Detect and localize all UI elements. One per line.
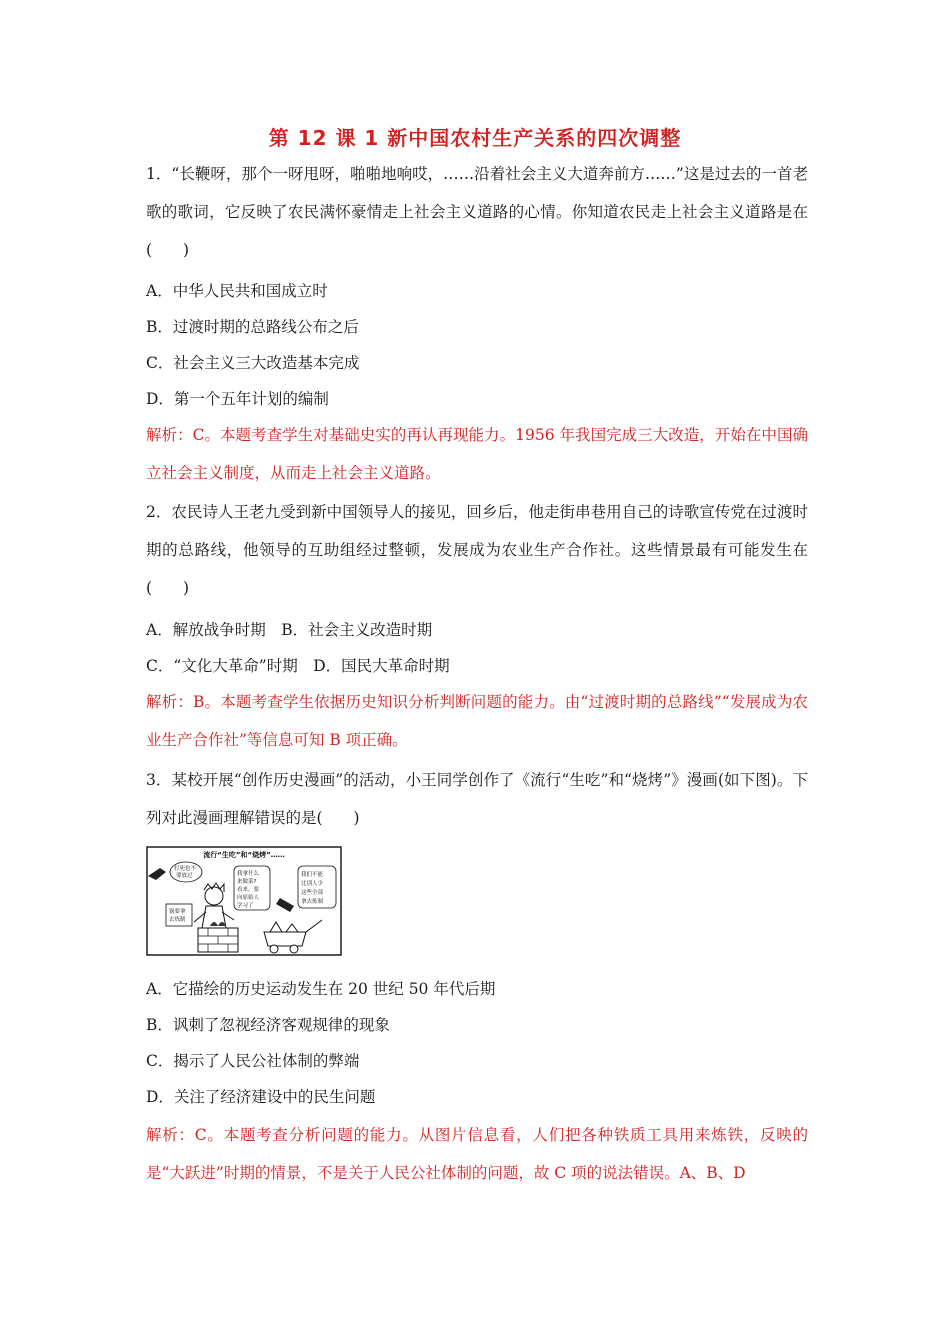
- question-1-option-a: A．中华人民共和国成立时: [146, 282, 328, 300]
- question-3-option-c: C．揭示了人民公社体制的弊端: [146, 1052, 360, 1070]
- question-2-options-row-1: A．解放战争时期 B．社会主义改造时期: [146, 621, 433, 639]
- bubble-left-line-2: 要放过: [176, 873, 193, 879]
- bubble-mid-line-4: 向原始人: [237, 895, 260, 901]
- sign-line-2: 去炼制: [169, 917, 186, 923]
- bubble-mid-line-5: 学习了: [237, 903, 254, 909]
- question-1-stem: 1．“长鞭呀，那个一呀甩呀，啪啪地响哎，……沿着社会主义大道奔前方……”这是过去的一首老歌的歌词，它反映了农民满怀豪情走上社会主义道路的心情。你知道农民走上社会主义道路是在( ): [146, 165, 808, 259]
- bubble-right-line-2: 比别人少: [301, 881, 324, 887]
- question-1-analysis: 解析：C。本题考查学生对基础史实的再认再现能力。1956 年我国完成三大改造，开始在中国确立社会主义制度，从而走上社会主义道路。: [146, 426, 808, 482]
- bubble-right-line-3: 这些全部: [301, 890, 324, 896]
- sign-line-1: 锅要拿: [169, 909, 186, 915]
- question-3-analysis: 解析：C。本题考查分析问题的能力。从图片信息看，人们把各种铁质工具用来炼铁，反映的是“大跃进”时期的情景，不是关于人民公社体制的问题，故 C 项的说法错误。A、B、D: [146, 1126, 808, 1182]
- question-2-analysis: 解析：B。本题考查学生依据历史知识分析判断问题的能力。由“过渡时期的总路线”“发展成为农业生产合作社”等信息可知 B 项正确。: [146, 693, 808, 749]
- question-2-stem: 2．农民诗人王老九受到新中国领导人的接见，回乡后，他走街串巷用自己的诗歌宣传党在过渡时期的总路线，他领导的互助组经过整顿，发展成为农业生产合作社。这些情景最有可能发生在( ): [146, 503, 808, 597]
- question-3-stem: 3．某校开展“创作历史漫画”的活动，小王同学创作了《流行“生吃”和“烧烤”》漫画(如下图)。下列对此漫画理解错误的是( ): [146, 771, 808, 827]
- question-1-option-b: B．过渡时期的总路线公布之后: [146, 318, 359, 336]
- cartoon-caption: 流行“生吃”和“烧烤”……: [203, 851, 285, 859]
- bubble-mid-line-2: 来做菜?: [237, 879, 257, 885]
- bubble-left-line-1: 打死也不: [174, 866, 197, 872]
- bubble-mid-line-3: 看来，要: [237, 887, 260, 893]
- question-3-option-a: A．它描绘的历史运动发生在 20 世纪 50 年代后期: [146, 980, 496, 998]
- question-3-option-d: D．关注了经济建设中的民生问题: [146, 1088, 376, 1106]
- bubble-mid-line-1: 我拿什么: [237, 871, 260, 877]
- bubble-right-line-1: 我们不能: [301, 872, 324, 878]
- question-1-option-d: D．第一个五年计划的编制: [146, 390, 329, 408]
- page-title: 第 12 课 1 新中国农村生产关系的四次调整: [268, 126, 682, 150]
- question-3-option-b: B．讽刺了忽视经济客观规律的现象: [146, 1016, 390, 1034]
- question-1-option-c: C．社会主义三大改造基本完成: [146, 354, 360, 372]
- question-2-options-row-2: C．“文化大革命”时期 D．国民大革命时期: [146, 657, 450, 675]
- bubble-right-line-4: 拿去炼制: [301, 899, 324, 905]
- cartoon-image: [146, 846, 342, 956]
